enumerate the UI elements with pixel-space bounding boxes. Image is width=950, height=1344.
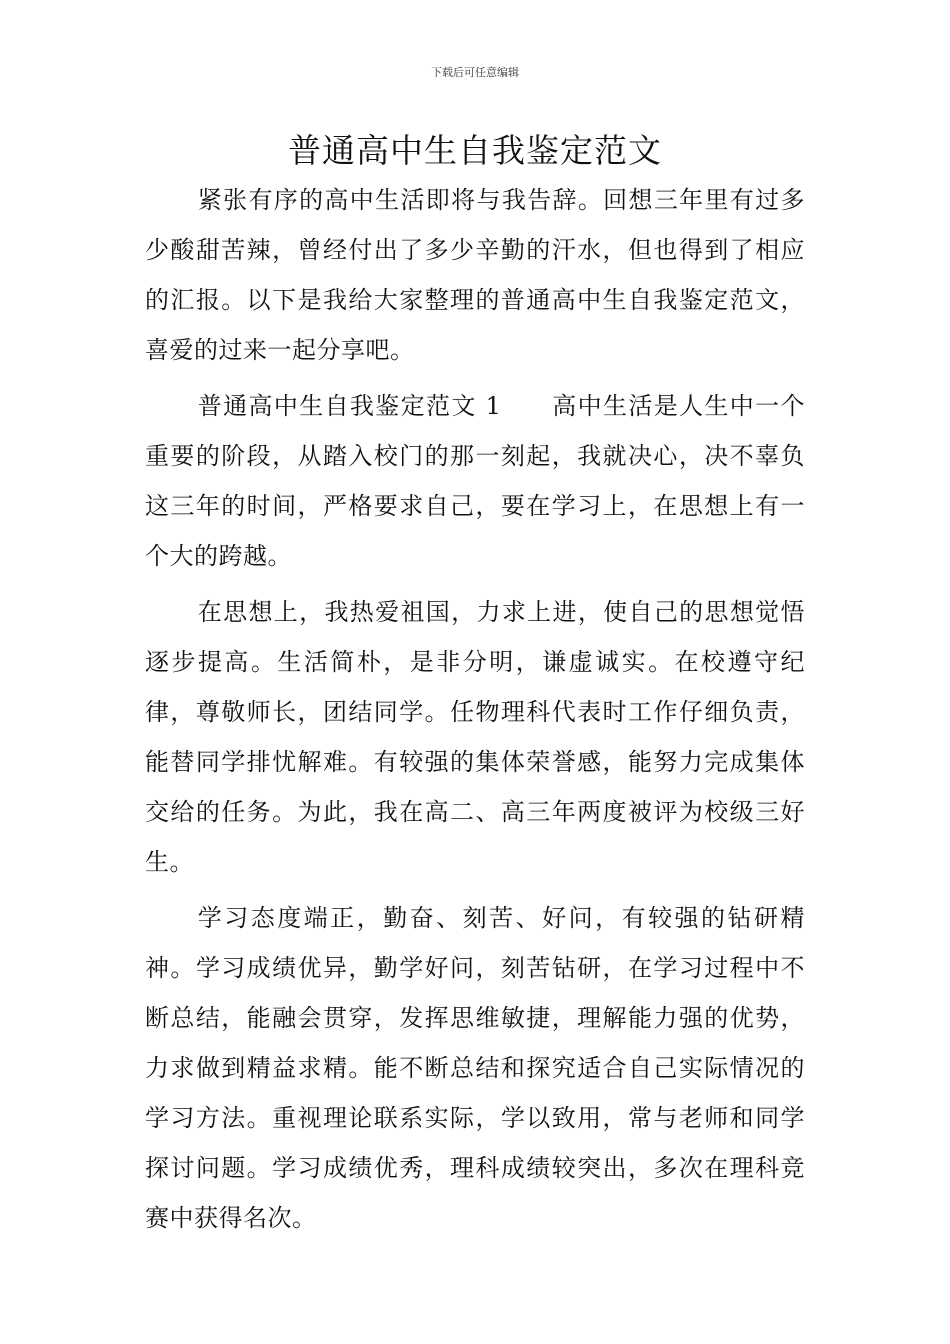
paragraph-section-1 bbox=[145, 381, 805, 581]
paragraph-intro bbox=[145, 175, 805, 375]
document-body bbox=[145, 175, 805, 1249]
header-note: 下载后可任意编辑 bbox=[431, 66, 519, 79]
paragraph-text: 紧张有序的高中生活即将与我告辞。回想三年里有过多少酸甜苦辣，曾经付出了多少辛勤的汗水，但也得到了相应的汇报。以下是我给大家整理的普通高中生自我鉴定范文，喜爱的过来一起分享吧。 bbox=[145, 186, 805, 364]
paragraph-study bbox=[145, 893, 805, 1243]
paragraph-text: 在思想上，我热爱祖国，力求上进，使自己的思想觉悟逐步提高。生活简朴，是非分明，谦虚诚实。在校遵守纪律，尊敬师长，团结同学。任物理科代表时工作仔细负责，能替同学排忧解难。有较强的集体荣誉感，能努力完成集体交给的任务。为此，我在高二、高三年两度被评为校级三好生。 bbox=[145, 598, 805, 876]
paragraph-text: 学习态度端正，勤奋、刻苦、好问，有较强的钻研精神。学习成绩优异，勤学好问，刻苦钻研，在学习过程中不断总结，能融会贯穿，发挥思维敏捷，理解能力强的优势，力求做到精益求精。能不断总结和探究适合自己实际情况的学习方法。重视理论联系实际，学以致用，常与老师和同学探讨问题。学习成绩优秀，理科成绩较突出，多次在理科竞赛中获得名次。 bbox=[145, 904, 805, 1232]
paragraph-thought bbox=[145, 587, 805, 887]
paragraph-text: 高中生活是人生中一个重要的阶段，从踏入校门的那一刻起，我就决心，决不辜负这三年的时间，严格要求自己，要在学习上，在思想上有一个大的跨越。 bbox=[145, 392, 805, 570]
section-heading: 普通高中生自我鉴定范文 1 bbox=[197, 392, 502, 420]
document-title: 普通高中生自我鉴定范文 bbox=[288, 131, 662, 170]
